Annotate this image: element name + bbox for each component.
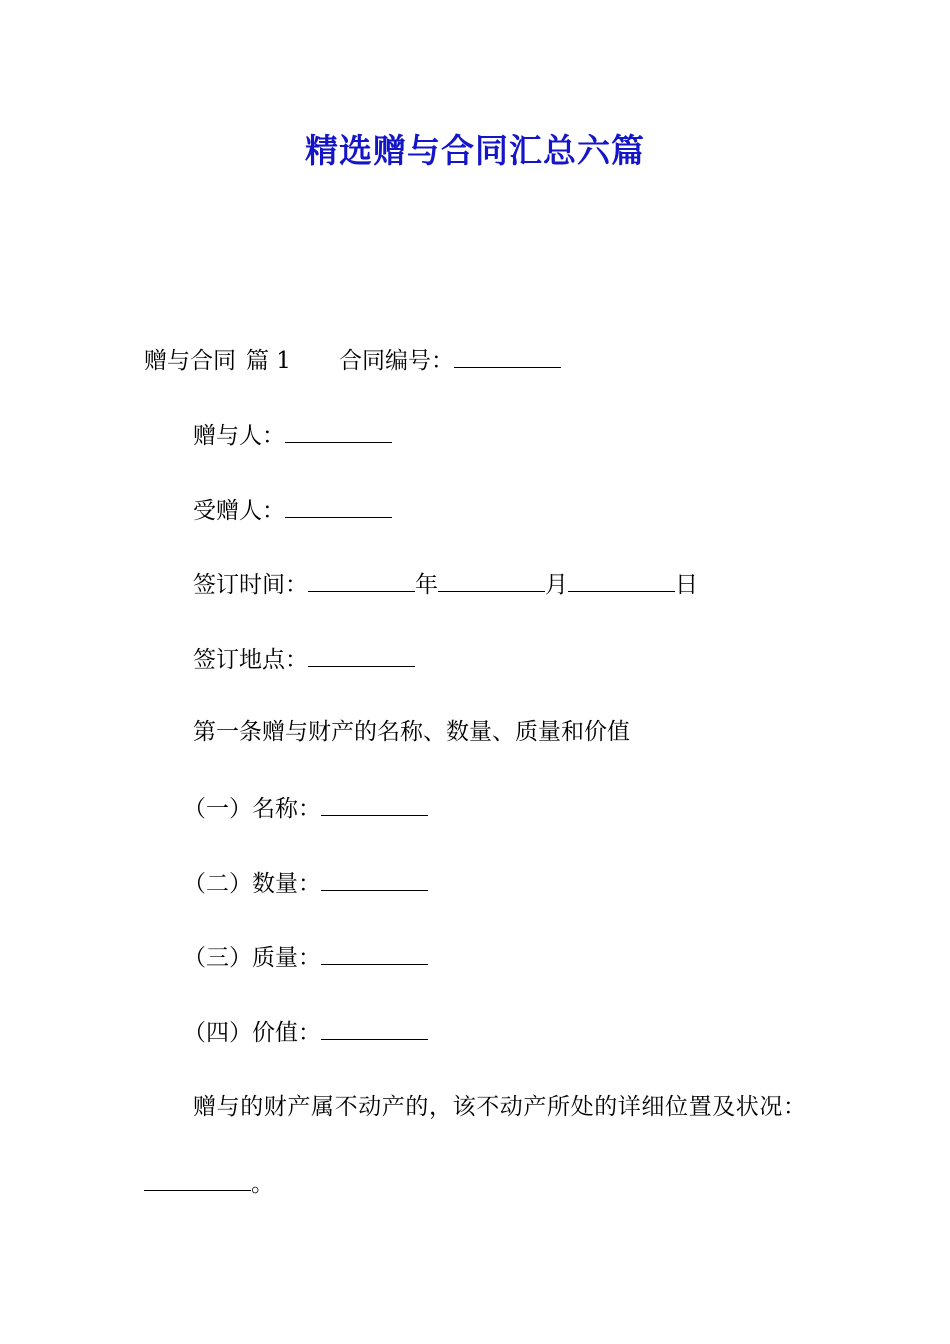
sign-month-blank [438, 567, 545, 592]
sign-day-label: 日 [675, 572, 698, 598]
item-name-line [183, 791, 428, 825]
item-quality-blank [321, 940, 428, 965]
contract-number-blank [454, 343, 561, 368]
item-quantity-blank [321, 866, 428, 891]
contract-heading-line [144, 343, 561, 377]
donor-label: 赠与人： [193, 423, 285, 449]
item-quantity-label: （二）数量： [183, 871, 321, 897]
real-estate-blank [144, 1166, 251, 1191]
donee-label: 受赠人： [193, 498, 285, 524]
sign-year-blank [308, 567, 415, 592]
item-name-label: （一）名称： [183, 796, 321, 822]
real-estate-paragraph: 赠与的财产属不动产的，该不动产所处的详细位置及状况： [193, 1094, 807, 1120]
end-period: 。 [251, 1171, 274, 1197]
sign-place-blank [308, 642, 415, 667]
item-name-blank [321, 791, 428, 816]
contract-part-number: 篇 1 [246, 348, 291, 374]
item-value-label: （四）价值： [183, 1020, 321, 1046]
donee-blank [285, 493, 392, 518]
sign-year-label: 年 [415, 572, 438, 598]
sign-place-line [193, 642, 415, 676]
sign-time-label: 签订时间： [193, 572, 308, 598]
contract-part-label: 赠与合同 [144, 348, 236, 374]
donor-line [193, 418, 392, 452]
article-1-heading: 第一条赠与财产的名称、数量、质量和价值 [193, 719, 630, 745]
donee-line [193, 493, 392, 527]
real-estate-continuation [144, 1166, 274, 1200]
sign-time-line [193, 567, 698, 601]
item-value-blank [321, 1015, 428, 1040]
sign-place-label: 签订地点： [193, 647, 308, 673]
donor-blank [285, 418, 392, 443]
item-quality-line [183, 940, 428, 974]
contract-number-label: 合同编号： [338, 348, 454, 374]
sign-month-label: 月 [545, 572, 568, 598]
sign-day-blank [568, 567, 675, 592]
item-quality-label: （三）质量： [183, 945, 321, 971]
document-title: 精选赠与合同汇总六篇 [305, 131, 645, 170]
item-value-line [183, 1015, 428, 1049]
item-quantity-line [183, 866, 428, 900]
